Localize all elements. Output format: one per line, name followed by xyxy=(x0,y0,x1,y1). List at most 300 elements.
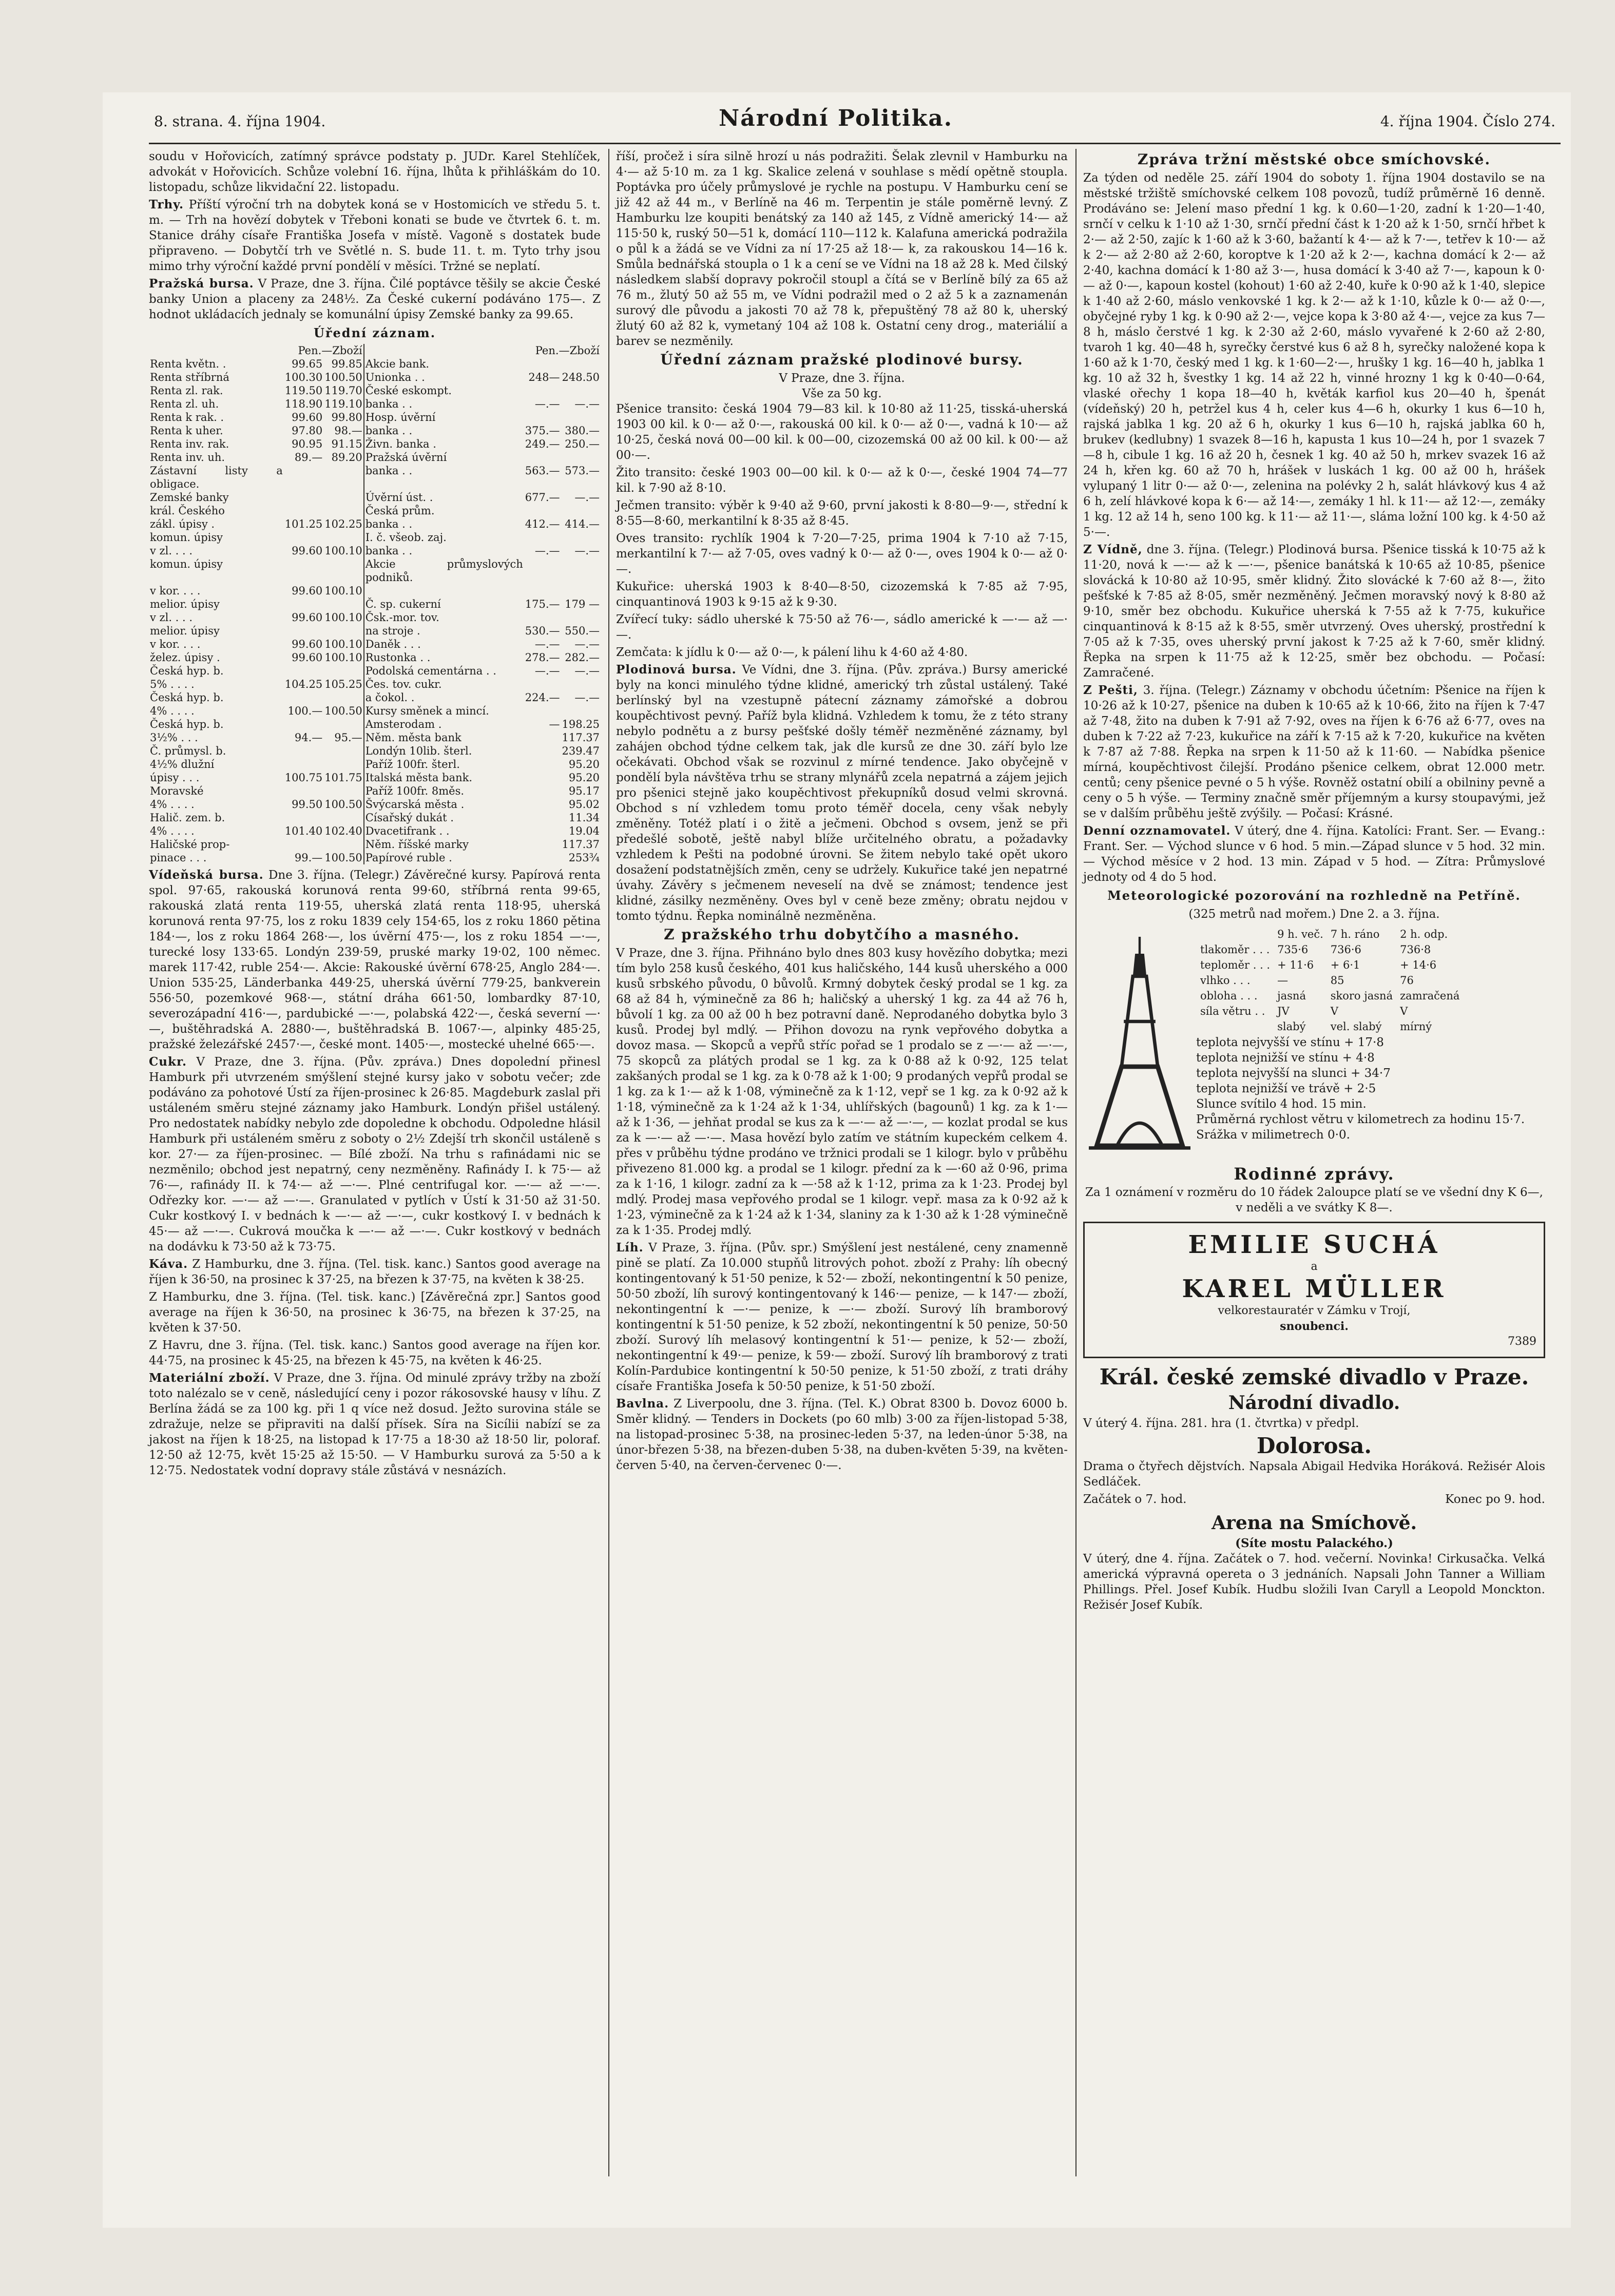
table-cell xyxy=(524,851,561,864)
table-cell: komun. úpisy xyxy=(150,531,223,544)
table-cell: 95.20 xyxy=(568,771,600,784)
table-cell: V xyxy=(1400,1005,1408,1017)
exchange-rates-table xyxy=(149,344,601,864)
end-time: Konec po 9. hod. xyxy=(1445,1493,1545,1506)
table-row xyxy=(149,718,601,731)
table-cell: Renta inv. rak. xyxy=(150,438,229,450)
table-row xyxy=(1197,973,1463,988)
table-cell: Česká prům. xyxy=(364,504,524,517)
table-cell: 248— xyxy=(528,371,560,383)
table-cell: zamračená xyxy=(1400,990,1460,1002)
table-cell: —.— xyxy=(574,398,600,410)
table-cell: 5% . . . . xyxy=(150,678,195,690)
table-cell: Renta k rak. . xyxy=(150,411,224,423)
table-row xyxy=(149,397,601,411)
table-row xyxy=(149,678,601,691)
table-cell: teploměr . . . xyxy=(1200,959,1271,971)
column-1 xyxy=(149,149,601,1480)
table-row xyxy=(149,584,601,597)
article-text: soudu v Hořovicích, zatímný správce podstaty p. JUDr. Karel Stehlíček, advokát v Hořovicích. Schůze volební 16. října, lhůta k přihláškám do 10. listopadu, schůze likvidační 22. listopadu. xyxy=(149,150,601,194)
table-cell xyxy=(323,464,363,491)
table-cell: Pražská úvěrní xyxy=(364,451,524,464)
table-cell: Amsterodam . xyxy=(364,718,524,731)
table-cell xyxy=(561,704,601,718)
table-cell: Zástavní listy a obligace. xyxy=(150,465,283,490)
section-head: Z Pešti, xyxy=(1083,683,1138,697)
table-cell xyxy=(323,744,363,758)
theatre-name: Král. české zemské divadlo v Praze. xyxy=(1099,1364,1529,1390)
table-cell: Česká hyp. b. xyxy=(150,691,224,704)
table-row xyxy=(149,531,601,544)
table-header: Pen.—Zboží xyxy=(535,344,600,357)
table-cell: 414.— xyxy=(565,518,600,530)
table-cell: 4% . . . . xyxy=(150,705,195,717)
table-cell: 97.80 xyxy=(292,425,323,437)
table-row xyxy=(149,557,601,584)
table-cell xyxy=(284,784,323,798)
table-cell: Úvěrní úst. . xyxy=(364,491,524,504)
section-head: Káva. xyxy=(149,1257,188,1271)
table-cell: komun. úpisy xyxy=(150,558,223,570)
table-cell: 100.50 xyxy=(324,371,362,383)
table-row xyxy=(149,651,601,664)
table-cell: mírný xyxy=(1400,1020,1432,1033)
table-cell: Čes. tov. cukr. xyxy=(364,678,524,691)
table-row xyxy=(149,638,601,651)
table-cell: v kor. . . . xyxy=(150,585,201,597)
table-cell: Císařský dukát . xyxy=(364,811,524,824)
table-cell xyxy=(524,611,561,624)
announcement-place: velkorestauratér v Zámku v Trojí, xyxy=(1218,1304,1411,1317)
table-cell: banka . . xyxy=(364,424,524,437)
table-row xyxy=(149,851,601,864)
table-cell: Něm. říšské marky xyxy=(364,838,524,851)
table-cell: JV xyxy=(1277,1005,1290,1017)
article-text: Příští výroční trh na dobytek koná se v Hostomicích ve středu 5. t. m. — Trh na hovězí dobytek v Třeboni konati se bude ve čtvrtek 6. t. m. Stanice dráhy císaře Františka Josefa v místě. Vagoně s dostatek bude připraveno. — Dobytčí trh ve Světlé n. S. bude 11. t. m. Tyto trhy jsou mimo trhy výroční každé první pondělí v měsíci. Tržné se neplatí. xyxy=(149,198,601,273)
table-cell: melior. úpisy xyxy=(150,625,220,637)
table-cell: 99.60 xyxy=(292,585,323,597)
table-cell: 278.— xyxy=(525,651,560,664)
table-cell xyxy=(323,597,363,611)
table-cell: 117.37 xyxy=(562,838,600,851)
table-cell xyxy=(524,744,561,758)
table-cell: 104.25 xyxy=(284,678,323,690)
table-header: 9 h. več. xyxy=(1277,928,1323,940)
table-cell: —.— xyxy=(534,545,560,557)
announcement-conjunction: a xyxy=(1311,1260,1318,1273)
table-cell: banka . . xyxy=(364,397,524,411)
table-header-row xyxy=(149,344,601,357)
table-cell: 530.— xyxy=(525,625,560,637)
weather-table xyxy=(1196,926,1464,1035)
table-cell: 99.85 xyxy=(331,358,362,370)
table-cell: 99.— xyxy=(294,852,323,864)
table-row xyxy=(149,491,601,504)
table-row xyxy=(149,731,601,744)
table-cell: 100.50 xyxy=(324,852,362,864)
table-cell: Renta stříbrná xyxy=(150,371,229,383)
table-cell xyxy=(524,838,561,851)
weather-note: teplota nejvyšší ve stínu + 17·8 xyxy=(1196,1036,1384,1049)
table-cell xyxy=(323,557,363,584)
table-cell: Zemské banky xyxy=(150,491,229,504)
table-row xyxy=(149,704,601,718)
table-cell xyxy=(284,491,323,504)
table-cell: Paříž 100fr. šterl. xyxy=(364,758,524,771)
table-row xyxy=(149,437,601,451)
section-head: Pražská bursa. xyxy=(149,277,254,291)
table-row xyxy=(1197,989,1463,1003)
table-cell: 100.10 xyxy=(324,638,362,650)
table-row xyxy=(149,771,601,784)
article-text: Zemčata: k jídlu k 0·— až 0·—, k pálení lihu k 4·60 až 4·80. xyxy=(616,646,968,659)
article-text: dne 3. října. (Telegr.) Plodinová bursa. Pšenice tisská k 10·75 až k 11·20, nová k —·— až k —·—, pšenice banátská k 10·65 až 10·85, pšenice slovácká k 10·80 až 10·95, směr klidný. Žito slovácké k 7·60 až 8·—, žito pešťské k 7·85 až 8·05, směr nezměněný. Ječmen moravský nový k 8·80 až 9·10, směr bez obchodu. Kukuřice uherská k 7·55 až k 7·75, kukuřice cinquantinová k 8·15 až k 8·55, směr utvrzený. Oves uherský, prostřední k 7·05 až k 7·35, oves uherský první jakost k 7·25 až k 7·60, směr klidný. Řepka na srpen k 11·75 až k 12·25, směr bez obchodu. — Počasí: Zamračené. xyxy=(1083,543,1546,680)
table-cell: 101.25 xyxy=(284,518,323,530)
article-text: Pšenice transito: česká 1904 79—83 kil. k 10·80 až 11·25, tisská-uherská 1903 00 kil. k 0·— až 0·—, rakouská 00 kil. k 0·— až 0·—, vadná k 10·— až 10·25, česká nová 00—00 kil. k 00—00, cizozemská 00 až 00 kil. k 00·— až 00·—. xyxy=(616,402,1068,462)
table-cell: —.— xyxy=(534,665,560,677)
article-text: říší, pročež i síra silně hrozí u nás podražiti. Šelak zlevnil v Hamburku na 4·— až 5·10 m. za 1 kg. Skalice zelená v souhlase s mědí opětně stoupla. Poptávka pro účely průmyslové je rychle na postupu. V Hamburku cení se již 42 až 44 m., v Berlíně na 46 m. Terpentin je stále poměrně levný. Z Hamburku lze koupiti benátský za 140 až 145, z Vídně americký 14·— až 115·50 k, ruský 50—51 k, domácí 110—112 k. Kalafuna americká podražila o půl k a žádá se ve Vídni za ní 17·25 až 18·— k, za rakouskou 14—16 k. Smůla bednářská stoupla o 1 k a cení se ve Vídni na 18 až 28 k. Med čilský následkem slabší dopravy pokročil stoupl a čítá se v Berlíně bílý za 65 až 76 m., žlutý 50 až 55 m, ve Vídni podražil med o 2 až 5 k a zaznamenán surový dle původu a jakosti 70 až 78 k, přepuštěný 78 až 80 k, uherský žlutý 60 až 82 k, vymetaný 104 až 108 k. Ostatní ceny drog., materiálií a barev se nezměnily. xyxy=(616,150,1068,348)
table-row xyxy=(149,597,601,611)
table-cell: 100.— xyxy=(287,705,323,717)
weather-note: teplota nejvyšší na slunci + 34·7 xyxy=(1196,1067,1391,1080)
table-cell: Č. sp. cukerní xyxy=(364,597,524,611)
table-cell: 100.50 xyxy=(324,705,362,717)
table-cell: 573.— xyxy=(565,465,600,477)
play-description: Drama o čtyřech dějstvích. Napsala Abigail Hedvika Horáková. Režisér Alois Sedláček. xyxy=(1083,1460,1545,1489)
table-cell: 89.— xyxy=(294,451,323,464)
table-cell xyxy=(284,624,323,638)
table-cell: 100.75 xyxy=(284,771,323,784)
table-row xyxy=(149,371,601,384)
table-cell: Renta zl. rak. xyxy=(150,384,223,397)
table-row xyxy=(1197,942,1463,957)
table-cell: 282.— xyxy=(565,651,600,664)
table-cell xyxy=(524,357,561,371)
table-cell: 99.80 xyxy=(331,411,362,423)
table-cell: 101.40 xyxy=(284,825,323,837)
column-divider xyxy=(1075,149,1076,2176)
table-cell: 102.40 xyxy=(324,825,362,837)
table-cell: Londýn 10lib. šterl. xyxy=(364,744,524,758)
table-cell: 198.25 xyxy=(562,718,600,730)
table-cell: v zl. . . . xyxy=(150,545,193,557)
table-row xyxy=(149,544,601,557)
table-cell: 99.60 xyxy=(292,545,323,557)
table-cell xyxy=(561,611,601,624)
table-cell: —.— xyxy=(574,691,600,704)
table-cell xyxy=(561,384,601,397)
article-text: Z Liverpoolu, dne 3. října. (Tel. K.) Obrat 8300 b. Dovoz 6000 b. Směr klidný. — Tenders in Dockets (po 60 mlb) 3·00 za říjen-listopad 5·38, na listopad-prosinec 5·38, na prosinec-leden 5·37, na leden-únor 5·38, na únor-březen 5·38, na březen-duben 5·38, na duben-květen 5·39, na květen-červen 5·40, na červen-červenec 0·—. xyxy=(616,1397,1068,1472)
table-cell xyxy=(524,704,561,718)
table-cell xyxy=(323,758,363,771)
article-burza xyxy=(149,276,601,322)
table-cell xyxy=(284,838,323,851)
table-cell xyxy=(323,838,363,851)
table-cell: skoro jasná xyxy=(1330,990,1393,1002)
table-cell xyxy=(284,504,323,517)
table-cell: král. Českého xyxy=(150,505,225,517)
table-cell xyxy=(561,357,601,371)
table-cell: Hosp. úvěrní xyxy=(364,411,524,424)
table-cell: + 14·6 xyxy=(1400,959,1437,971)
table-cell xyxy=(284,464,323,491)
section-head: Úřední záznam pražské plodinové bursy. xyxy=(660,351,1024,368)
table-cell: Akcie bank. xyxy=(364,357,524,371)
section-head: Plodinová bursa. xyxy=(616,663,737,677)
table-cell: —.— xyxy=(534,398,560,410)
column-2 xyxy=(616,149,1068,1475)
table-cell: Podolská cementárna . . xyxy=(364,664,524,678)
table-cell: České eskompt. xyxy=(364,384,524,397)
table-cell: Halič. zem. b. xyxy=(150,812,225,824)
table-cell: želez. úpisy . xyxy=(150,651,220,664)
table-cell: Haličské prop- xyxy=(150,838,230,851)
table-cell xyxy=(524,758,561,771)
table-cell: 3½% . . . xyxy=(150,731,198,744)
table-cell: — xyxy=(1277,974,1289,987)
table-cell: 4% . . . . xyxy=(150,825,195,837)
table-cell: 100.10 xyxy=(324,651,362,664)
table-cell: na stroje . xyxy=(364,624,524,638)
article-text: Za týden od neděle 25. září 1904 do soboty 1. října 1904 dostavilo se na městské tržiště smíchovské celkem 108 povozů, tudíž průměrně 16 denně. Prodáváno se: Jelení maso přední 1 kg. k 0.60—1·20, zadní k 1·20—1·40, srnčí v celku k 1·10 až 1·30, srnčí přední část k 1·20 až k 1·50, srnčí hřbet k 2·— až 2·50, zajíc k 1·60 až k 3·60, bažantí k 4·— až k 7·—, tetřev k 10·— až k 2·— až 2·80 až 2·60, koroptve k 1·20 až k 2·—, kachna domácí k 2·— až 2·40, kachna domácí k 1·80 až 3·—, husa domácí k 3·40 až 7·—, kapoun k 0·— až 0·—, kapoun kostel (kohout) 1·60 až 2·40, kuře k 0·90 až k 1·40, slepice k 1·40 až 2·60, máslo venkovské 1 kg. k 2·— až k 1·10, kůzle k 0·— až 0·—, obyčejné ryby 1 kg. k 0·90 až 2·—, vejce kopa k 3·80 až 4·—, vejce za kus 7—8 h, máslo čerstvé 1 kg. k 2·30 až 2·60, máslo vyvařené k 2·60 až 2·80, tvaroh 1 kg. 40—48 h, syrečky čerstvé kus 6 až 8 h, syrečky naložené kopa k 1·60 až k 1·70, český med 1 kg. k 1·60—2·—, hrušky 1 kg. 16—40 h, jablka 1 kg. 10 až 32 h, švestky 1 kg. 14 až 22 h, vinné hrozny 1 kg k 0·40—0·64, vlaské ořechy 1 kopa 18—40 h, květák karfiol kus 20—40 h, špenát (vídeňský) 20 h, petržel kus 4 h, celer kus 4—6 h, okurky 1 kus 6—10 h, rajská jablka 1 kg. 20 až 6 h, okurky 1 kus 6—10 h, rajská jablka 60 h, brukev (kedlubny) 1 svazek 8—16 h, kapusta 1 kus 10—24 h, por 1 svazek 7—8 h, cibule 1 kg. 16 až 20 h, česnek 1 kg. 40 až 50 h, mrkev svazek 16 až 24 h, křen kg. 60 až 70 h, hrášek v luskách 1 kg. 00 až 00 h, hrášek vylupaný 1 litr 0·— až 0·—, zelenina na polévky 2 h, salát hlávkový kus 4 až 6 h, zelí hlávkové kopa k 6·— až 14·—, zemáky 1 hl. k 11·— až 12·—, zemáky 1 kg. 12 až 14 h, seno 100 kg. k 11·— až 11·—, sláma ložní 100 kg. k 4·50 až 5·—. xyxy=(1083,171,1545,539)
table-cell: obloha . . . xyxy=(1200,990,1258,1002)
table-cell: 550.— xyxy=(565,625,600,637)
table-cell: 11.34 xyxy=(568,812,600,824)
table-row xyxy=(1197,1004,1463,1018)
article-text: V Praze, dne 3. října. (Pův. zpráva.) Dnes dopolední přinesl Hamburk při utvrzeném smýšlení stejné kursy jako v sobotu večer; zde podáváno za pohotové Ústí za říjen-prosinec k 26·85. Magdeburk zaslal při ustáleném směru stejné záznamy jako Hamburk. Londýn přišel ustálený. Pro nedostatek nabídky nebylo zde dopoledne k obchodu. Odpoledne hlásil Hamburk při ustáleném směru z soboty o 2½ Zdejší trh skončil ustáleně s kor. 27·— za říjen-prosinec. — Bílé zboží. Na trhu s rafinádami nic se nezměnilo; obchod jest nepatrný, ceny nezměněny. Rafinády I. k 75·— až 76·—, rafinády II. k 74·— až —·—. Plné centrifugal kor. —·— až —·—. Odřezky kor. —·— až —·—. Granulated v pytlích v Ústí k 31·50 až 31·50. Cukr kostkový I. v bednách k —·— až —·—, cukr kostkový I. v bednách k 45·— až —·—. Cukrová moučka k —·— až —·—. Cukr kostkový v bednách na dodávku k 73·50 až k 73·75. xyxy=(149,1055,601,1253)
performance-line: V úterý 4. října. 281. hra (1. čtvrtka) v předpl. xyxy=(1083,1417,1359,1430)
subtitle: (325 metrů nad mořem.) Dne 2. a 3. října. xyxy=(1188,908,1440,921)
table-cell: 85 xyxy=(1330,974,1344,987)
table-cell: Česká hyp. b. xyxy=(150,665,224,677)
table-cell: 736·8 xyxy=(1400,943,1431,956)
masthead: Národní Politika. xyxy=(719,105,953,131)
play-title: Dolorosa. xyxy=(1256,1433,1372,1458)
table-cell: Čsk.-mor. tov. xyxy=(364,611,524,624)
table-cell xyxy=(561,411,601,424)
table-cell: Něm. města bank xyxy=(364,731,524,744)
article-text: Z Hamburku, dne 3. října. (Tel. tisk. kanc.) Santos good average na říjen k 36·50, na prosinec k 37·25, na březen k 37·75, na květen k 38·25. xyxy=(149,1258,601,1286)
article-text: Kukuřice: uherská 1903 k 8·40—8·50, cizozemská k 7·85 až 7·95, cinquantinová 1903 k 9·15 až k 9·30. xyxy=(616,580,1068,609)
article-text: Zvířecí tuky: sádlo uherské k 75·50 až 76·—, sádlo americké k —·— až —·—. xyxy=(616,613,1068,642)
table-cell: Renta inv. uh. xyxy=(150,451,225,464)
table-cell: Dvacetifrank . . xyxy=(364,824,524,838)
table-cell: —.— xyxy=(574,638,600,650)
table-cell xyxy=(524,411,561,424)
table-cell: 95.17 xyxy=(568,785,600,797)
section-head: Cukr. xyxy=(149,1055,187,1069)
weather-report xyxy=(1083,926,1545,1162)
table-cell xyxy=(1197,1019,1273,1034)
arena-name: Arena na Smíchově. xyxy=(1211,1512,1417,1534)
table-cell: 117.37 xyxy=(562,731,600,744)
table-cell: zákl. úpisy . xyxy=(150,518,215,530)
table-cell xyxy=(524,811,561,824)
table-cell: 95.02 xyxy=(568,798,600,811)
table-cell: + 6·1 xyxy=(1330,959,1360,971)
table-cell: 412.— xyxy=(525,518,560,530)
section-head: Líh. xyxy=(616,1241,644,1255)
table-cell: — xyxy=(549,718,560,730)
table-cell xyxy=(323,784,363,798)
table-cell xyxy=(323,531,363,544)
table-cell: —.— xyxy=(534,638,560,650)
table-row xyxy=(149,744,601,758)
section-head: Materiální zboží. xyxy=(149,1371,270,1385)
table-cell: 90.95 xyxy=(292,438,323,450)
section-head: Z pražského trhu dobytčího a masného. xyxy=(664,926,1020,943)
section-head: Zpráva tržní městské obce smíchovské. xyxy=(1137,151,1491,168)
table-cell: a čokol. . xyxy=(364,691,524,704)
table-row xyxy=(149,411,601,424)
article-trhy xyxy=(149,197,601,274)
table-cell xyxy=(284,718,323,731)
table-cell: 95.— xyxy=(334,731,362,744)
table-cell: melior. úpisy xyxy=(150,598,220,610)
table-cell: I. č. všeob. zaj. xyxy=(364,531,524,544)
table-cell: síla větru . . xyxy=(1200,1005,1265,1017)
table-cell: Italská města bank. xyxy=(364,771,524,784)
table-cell: 99.65 xyxy=(292,358,323,370)
table-cell: 100.50 xyxy=(324,798,362,811)
table-cell: V xyxy=(1330,1005,1338,1017)
engagement-announcement xyxy=(1083,1222,1545,1358)
table-row xyxy=(149,517,601,531)
table-cell xyxy=(284,758,323,771)
weather-note: Slunce svítilo 4 hod. 15 min. xyxy=(1196,1097,1367,1111)
table-cell xyxy=(524,451,561,464)
subtitle: Vše za 50 kg. xyxy=(802,387,882,400)
table-cell: pinace . . . xyxy=(150,852,207,864)
article-text: 3. října. (Telegr.) Záznamy v obchodu účetním: Pšenice na říjen k 10·26 až k 10·27, pšenice na duben k 10·65 až k 10·66, žito na říjen k 7·47 až 7·48, žito na duben k 7·91 až 7·92, oves na říjen k 6·76 až 6·77, oves na duben k 7·22 až 7·23, kukuřice na září k 7·15 až k 7·20, kukuřice na květen k 7·87 až 7·88. Řepka na srpen k 11·50 až k 11·60. — Nabídka pšenice mírná, koupěchtivost čilejší. Prodáno pšenice celkem, obrat 12.000 metr. centů; ceny pšenice pevné o 5 h výše. Rovněž ostatní obilí a obilniny pevně a ceny o 5 h výše. — Terminy značně směr příjemným a kursy stoupavými, jež se v dalším průběhu ještě zvýšily. — Počasí: Krásné. xyxy=(1083,684,1545,820)
table-row xyxy=(149,664,601,678)
header-page-info: 8. strana. 4. října 1904. xyxy=(154,113,326,130)
article-text: Za 1 oznámení v rozměru do 10 řádek 2aloupce platí se ve všední dny K 6—, v neděli a ve svátky K 8—. xyxy=(1085,1186,1543,1214)
article-text: Dne 3. října. (Telegr.) Závěrečné kursy. Papírová renta spol. 97·65, rakouská korunová renta 99·60, stříbrná renta 99·65, rakouská zlatá renta 119·55, uherská zlatá renta 118·95, uherská korunová renta 97·75, los z roku 1839 cely 154·65, los z roku 1860 pětina 184·—, los z roku 1864 268·—, los úvěrní 475·—, los z roku 1854 —·—, turecké losy 133·65. Londýn 239·59, pruské marky 19·02, 100 němec. marek 117·42, ruble 254·—. Akcie: Rakouské úvěrní 678·25, Anglo 284·—. Union 535·25, Länderbanka 449·25, uherská úvěrní 779·25, bankverein 556·50, pozemkové 968·—, státní dráha 661·50, lombardky 87·10, severozápadní 416·—, pardubické —·—, polabská 422·—, česká severní —·—, buštěhradská A. 2880·—, buštěhradská B. 1067·—, alpinky 485·25, pražské železářské 2457·—, české mont. 1405·—, mostecké uhelné 665·—. xyxy=(149,869,601,1051)
table-row xyxy=(149,758,601,771)
table-cell: Moravské xyxy=(150,785,204,797)
table-cell: banka . . xyxy=(364,544,524,557)
table-cell: 4½% dlužní xyxy=(150,758,215,770)
table-cell: 76 xyxy=(1400,974,1414,987)
start-time: Začátek o 7. hod. xyxy=(1083,1493,1187,1506)
table-row xyxy=(149,691,601,704)
table-cell: 175.— xyxy=(525,598,560,610)
article-text: Ječmen transito: výběr k 9·40 až 9·60, první jakosti k 8·80—9·—, střední k 8·55—8·60, merkantilní k 8·35 až 8·45. xyxy=(616,499,1068,528)
table-cell xyxy=(561,584,601,597)
table-cell: 239.47 xyxy=(562,745,600,757)
table-cell: Živn. banka . xyxy=(364,437,524,451)
petrin-tower-illustration xyxy=(1083,926,1196,1162)
table-cell: banka . . xyxy=(364,517,524,531)
table-cell xyxy=(561,678,601,691)
section-head: Trhy. xyxy=(149,198,184,211)
column-divider xyxy=(608,149,609,2176)
table-cell: 119.50 xyxy=(284,384,323,397)
table-cell: 89.20 xyxy=(331,451,362,464)
header-rule xyxy=(149,143,1561,144)
article-text: Ve Vídni, dne 3. října. (Pův. zpráva.) Bursy americké byly na konci minulého týdne klidné, americký trh zůstal ustálený. Také berlínský byl na vzestupně pátecní záznamy zámořské a dobrou koupěchtivost pevný. Paříž byla klidná. Vzhledem k tomu, že z této strany nebylo podnětu a z bursy pešťské došly téměř nezměněné záznamy, byl zahájen obchod týdne celkem tak, jak dle kursů ze dne 30. září bylo lze očekávati. Obchod však se rozvinul z mírné tendence. Jako obyčejně v pondělí byla návštěva trhu se strany mlynářů zcela nepatrná a zájem jejich pro pšenici stejně jako koupěchtivost překupníků dosud velmi skrovná. Obchod s ní vzhledem tomu proto téměř docela, ceny však nebyly změněny. Totéž platí i o žitě a ječmeni. Obchod s ovsem, jenž se při předešlé sobotě, ještě nabyl blíže určitelného obratu, a požadavky vzhledem k Pešti na podobné úrovni. Se žitem nebylo také opět ukoro dosažení podstatnějších změn, ceny se udržely. Kukuřice také jen nepatrné úvahy. Závěry s ječmenem neveselí na dvě se známost; tendence jest klidné, zásilky nezměněny. Oves byl v ceně beze změny; obratu nejdou v tomto týdnu. Řepka nominálně nezměněna. xyxy=(616,663,1068,923)
table-cell xyxy=(561,451,601,464)
table-cell xyxy=(284,531,323,544)
section-head: Meteorologické pozorování na rozhledně na Petříně. xyxy=(1107,888,1521,903)
table-cell xyxy=(561,531,601,544)
table-cell: 100.10 xyxy=(324,545,362,557)
table-cell xyxy=(524,784,561,798)
weather-notes xyxy=(1196,1035,1545,1143)
table-row xyxy=(149,384,601,397)
table-cell: jasná xyxy=(1277,990,1306,1002)
table-cell: + 11·6 xyxy=(1277,959,1314,971)
table-cell xyxy=(524,771,561,784)
table-row xyxy=(149,451,601,464)
table-row xyxy=(149,824,601,838)
arena-text: V úterý, dne 4. října. Začátek o 7. hod. večerní. Novinka! Cirkusačka. Velká americká výpravná opereta o 3 jednáních. Napsali John Tanner a William Phillings. Přel. Josef Kubík. Hudbu složili Ivan Caryll a Leopold Monckton. Režisér Josef Kubík. xyxy=(1083,1552,1545,1612)
table-header: 7 h. ráno xyxy=(1330,928,1380,940)
section-head: Vídeňská bursa. xyxy=(149,868,264,882)
table-cell: 4% . . . . xyxy=(150,798,195,811)
table-cell: úpisy . . . xyxy=(150,771,200,784)
table-cell xyxy=(284,557,323,584)
table-cell: 99.50 xyxy=(292,798,323,811)
table-cell xyxy=(323,811,363,824)
table-cell: 100.10 xyxy=(324,611,362,624)
weather-note: Srážka v milimetrech 0·0. xyxy=(1196,1128,1350,1142)
table-cell xyxy=(284,744,323,758)
table-cell: vlhko . . . xyxy=(1200,974,1251,987)
table-row xyxy=(149,798,601,811)
table-cell: 179 — xyxy=(565,598,600,610)
table-cell: 91.15 xyxy=(331,438,362,450)
table-cell: 250.— xyxy=(565,438,600,450)
table-cell xyxy=(524,731,561,744)
table-cell: 735·6 xyxy=(1277,943,1309,956)
table-cell xyxy=(323,718,363,731)
table-cell: 380.— xyxy=(565,425,600,437)
table-cell: Renta zl. uh. xyxy=(150,398,219,410)
table-cell xyxy=(364,584,524,597)
table-header: Pen.—Zboží xyxy=(298,344,362,357)
section-head: Rodinné zprávy. xyxy=(1234,1164,1395,1184)
article-text: Žito transito: české 1903 00—00 kil. k 0·— až k 0·—, české 1904 74—77 kil. k 7·90 až 8·10. xyxy=(616,466,1068,495)
table-cell: Rustonka . . xyxy=(364,651,524,664)
table-row xyxy=(149,838,601,851)
article-text: Z Havru, dne 3. října. (Tel. tisk. kanc.) Santos good average na říjen kor. 44·75, na prosinec k 45·25, na březen k 45·75, na květen k 46·25. xyxy=(149,1339,601,1367)
table-cell xyxy=(323,491,363,504)
announcement-status: snoubenci. xyxy=(1280,1320,1349,1333)
table-cell xyxy=(323,664,363,678)
arena-subtitle: (Síte mostu Palackého.) xyxy=(1235,1536,1393,1550)
table-cell xyxy=(284,691,323,704)
table-cell xyxy=(524,504,561,517)
table-cell: 253¾ xyxy=(568,852,600,864)
table-cell xyxy=(323,691,363,704)
table-cell: 248.50 xyxy=(562,371,600,383)
table-cell: v kor. . . . xyxy=(150,638,201,650)
announcement-name: KAREL MÜLLER xyxy=(1182,1275,1447,1303)
table-cell: Paříž 100fr. 8měs. xyxy=(364,784,524,798)
weather-note: teplota nejnižší ve trávě + 2·5 xyxy=(1196,1082,1376,1095)
table-cell: Č. průmysl. b. xyxy=(150,745,226,757)
table-cell: Unionka . . xyxy=(364,371,524,384)
table-cell xyxy=(524,798,561,811)
table-cell: 94.— xyxy=(294,731,323,744)
theatre-subname: Národní divadlo. xyxy=(1228,1392,1400,1414)
table-cell xyxy=(524,557,561,584)
table-cell: 99.60 xyxy=(292,411,323,423)
table-cell: 100.30 xyxy=(284,371,323,383)
section-head: Denní ozznamovatel. xyxy=(1083,824,1231,838)
